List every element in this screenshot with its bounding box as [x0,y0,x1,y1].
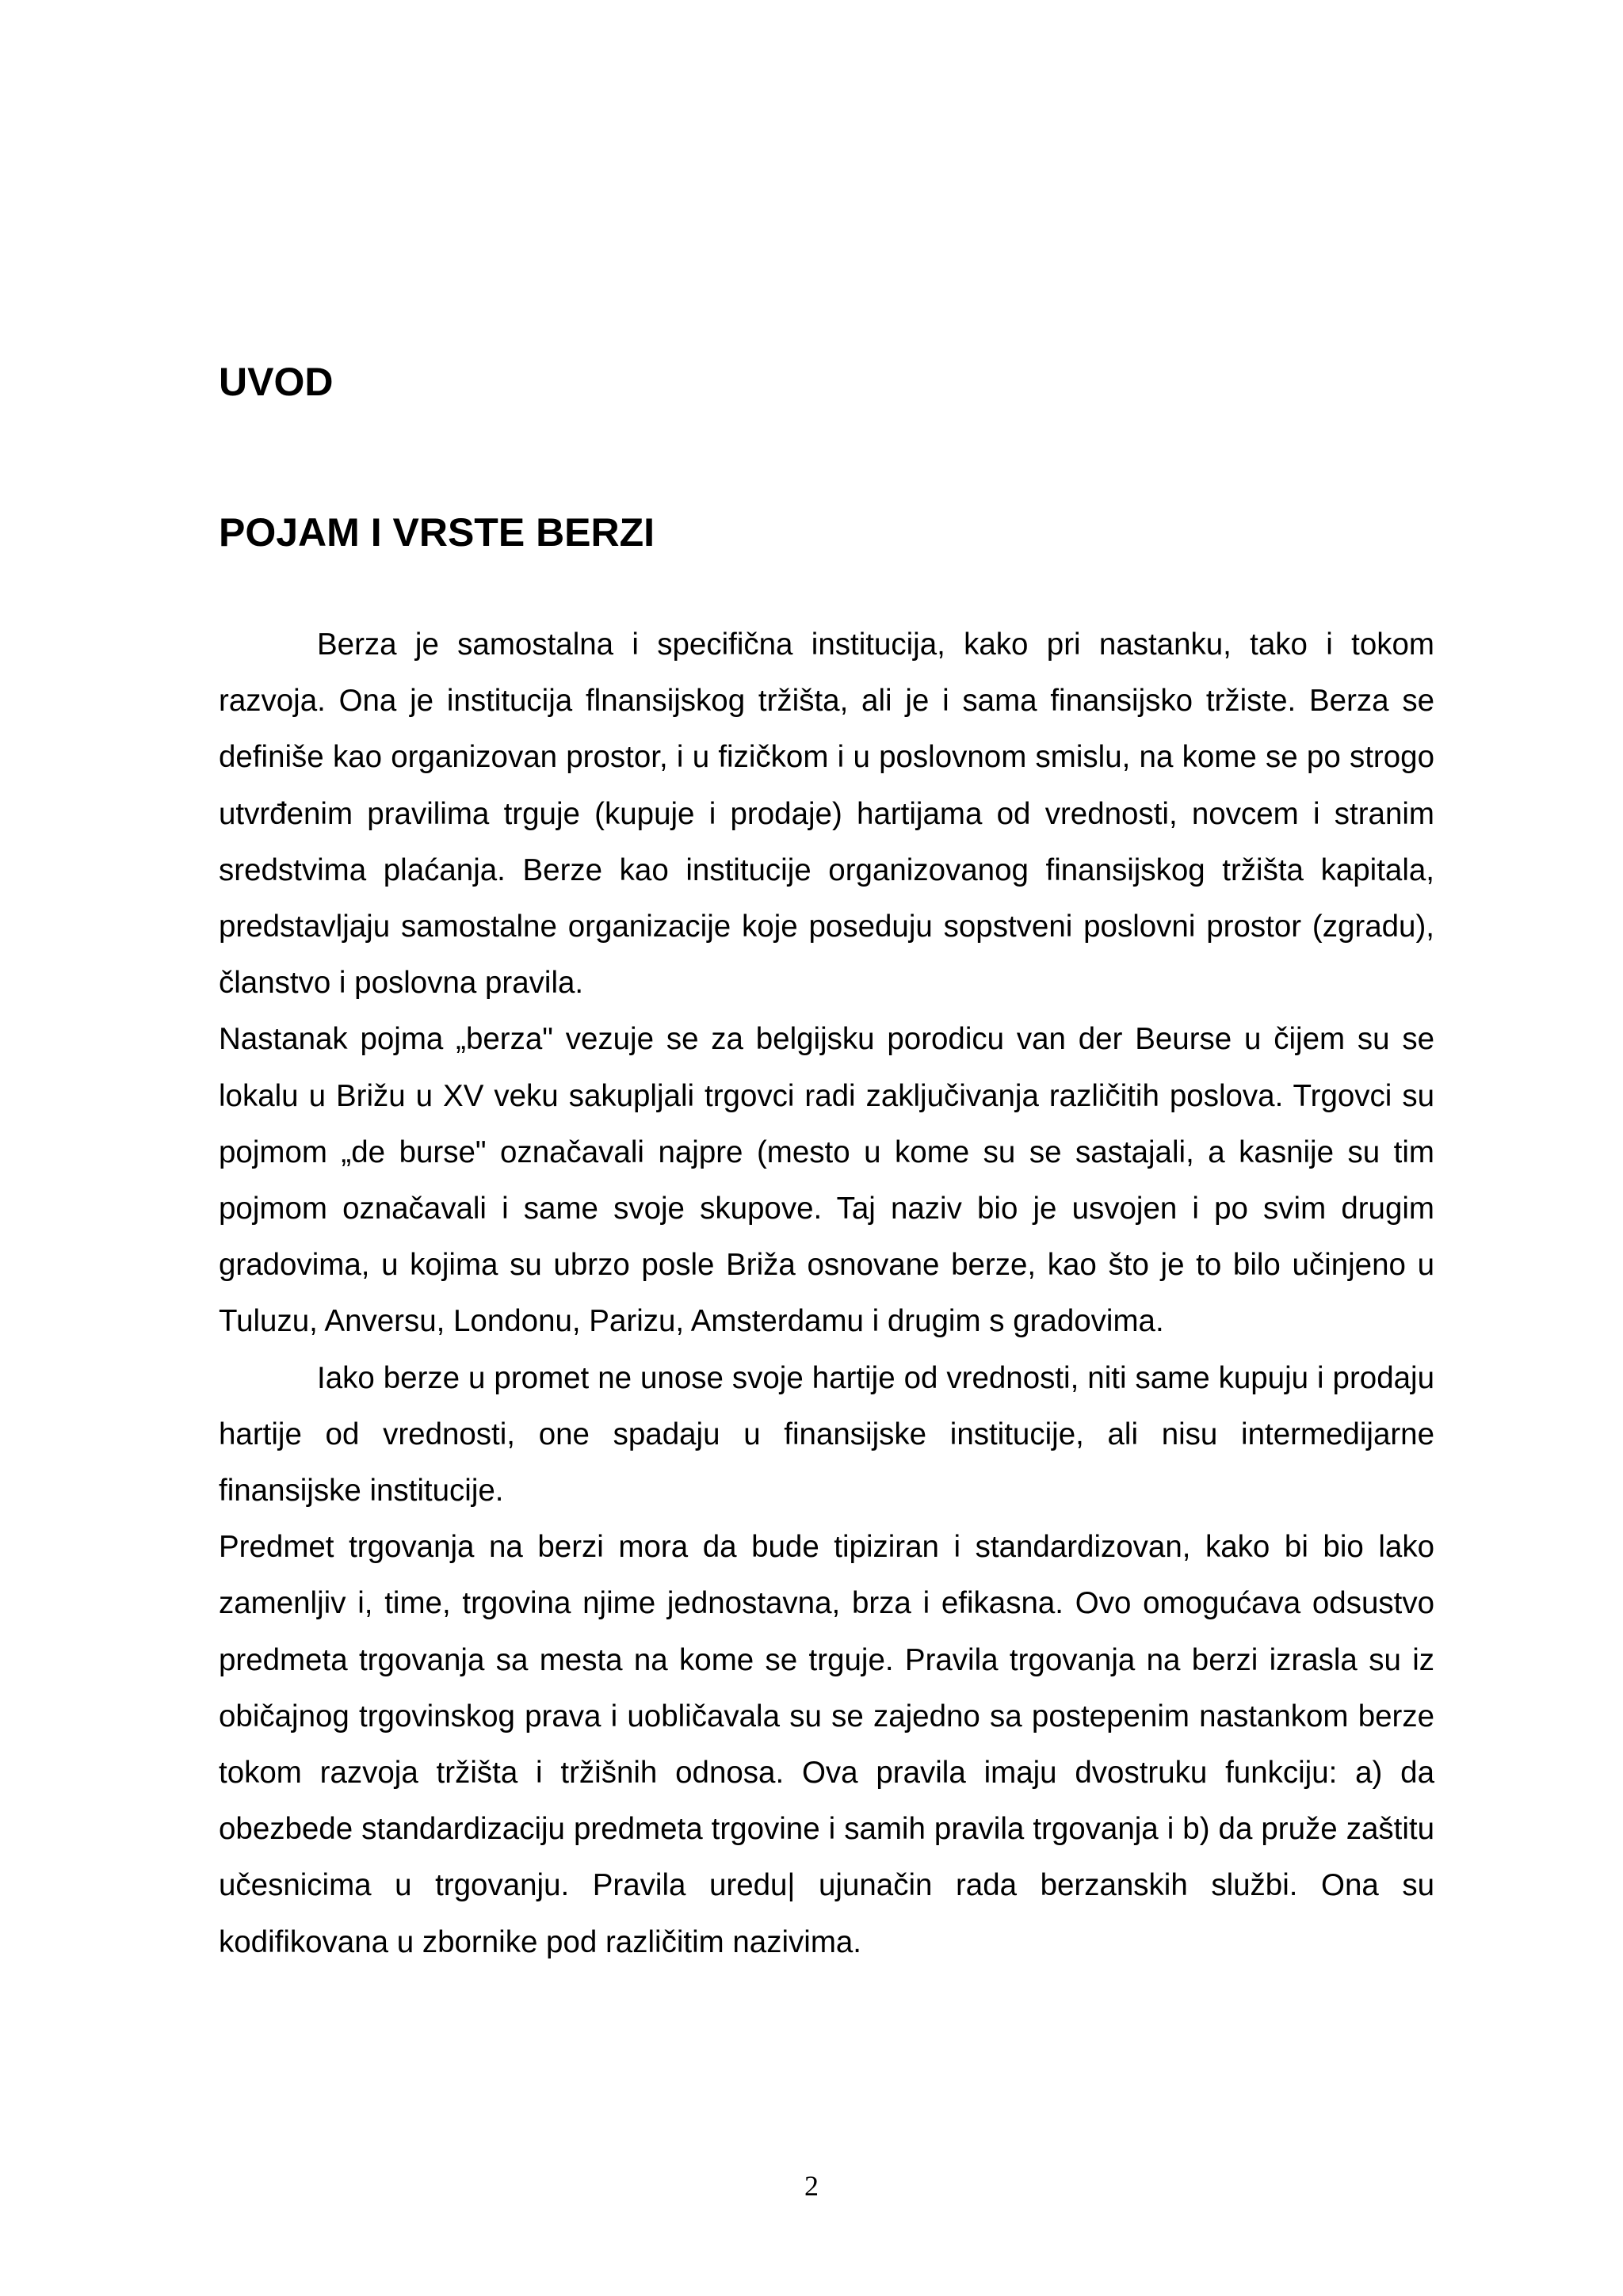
heading-pojam-i-vrste-berzi: POJAM I VRSTE BERZI [219,510,655,555]
paragraph-origin: Nastanak pojma „berza" vezuje se za belgijsku porodicu van der Beurse u čijem su se lokalu u Brižu u XV veku sakupljali trgovci radi zaključivanja različitih poslova. Trgovci su pojmom „de burse" označavali najpre (mesto u kome su se sastajali, a kasnije su tim pojmom označavali i same svoje skupove. Taj naziv bio je usvojen i po svim drugim gradovima, u kojima su ubrzo posle Briža osnovane berze, kao što je to bilo učinjeno u Tuluzu, Anversu, Londonu, Parizu, Amsterdamu i drugim s gradovima. [219,1022,1434,1339]
heading-uvod: UVOD [219,360,334,404]
page-number: 2 [804,2170,819,2202]
body-text [219,616,1434,1970]
paragraph-definition: Berza je samostalna i specifična institucija, kako pri nastanku, tako i tokom razvoja. Ona je institucija flnansijskog tržišta, ali je i sama finansijsko tržiste. Berza se definiše kao organizovan prostor, i u fizičkom i u poslovnom smislu, na kome se po strogo utvrđenim pravilima trguje (kupuje i prodaje) hartijama od vrednosti, novcem i stranim sredstvima plaćanja. Berze kao institucije organizovanog finansijskog tržišta kapitala, predstavljaju samostalne organizacije koje poseduju sopstveni poslovni prostor (zgradu), članstvo i poslovna pravila. [219,627,1434,1001]
paragraph-trading-rules: Predmet trgovanja na berzi mora da bude tipiziran i standardizovan, kako bi bio lako zamenljiv i, time, trgovina njime jednostavna, brza i efikasna. Ovo omogućava odsustvo predmeta trgovanja sa mesta na kome se trguje. Pravila trgovanja na berzi izrasla su iz običajnog trgovinskog prava i uobličavala su se zajedno sa postepenim nastankom berze tokom razvoja tržišta i tržišnih odnosa. Ova pravila imaju dvostruku funkciju: a) da obezbede standardizaciju predmeta trgovine i samih pravila trgovanja i b) da pruže zaštitu učesnicima u trgovanju. Pravila uredu| ujunačin rada berzanskih službi. Ona su kodifikovana u zbornike pod različitim nazivima. [219,1530,1434,1959]
paragraph-institutions: Iako berze u promet ne unose svoje hartije od vrednosti, niti same kupuju i prodaju hartije od vrednosti, one spadaju u finansijske institucije, ali nisu intermedijarne finansijske institucije. [219,1360,1434,1508]
